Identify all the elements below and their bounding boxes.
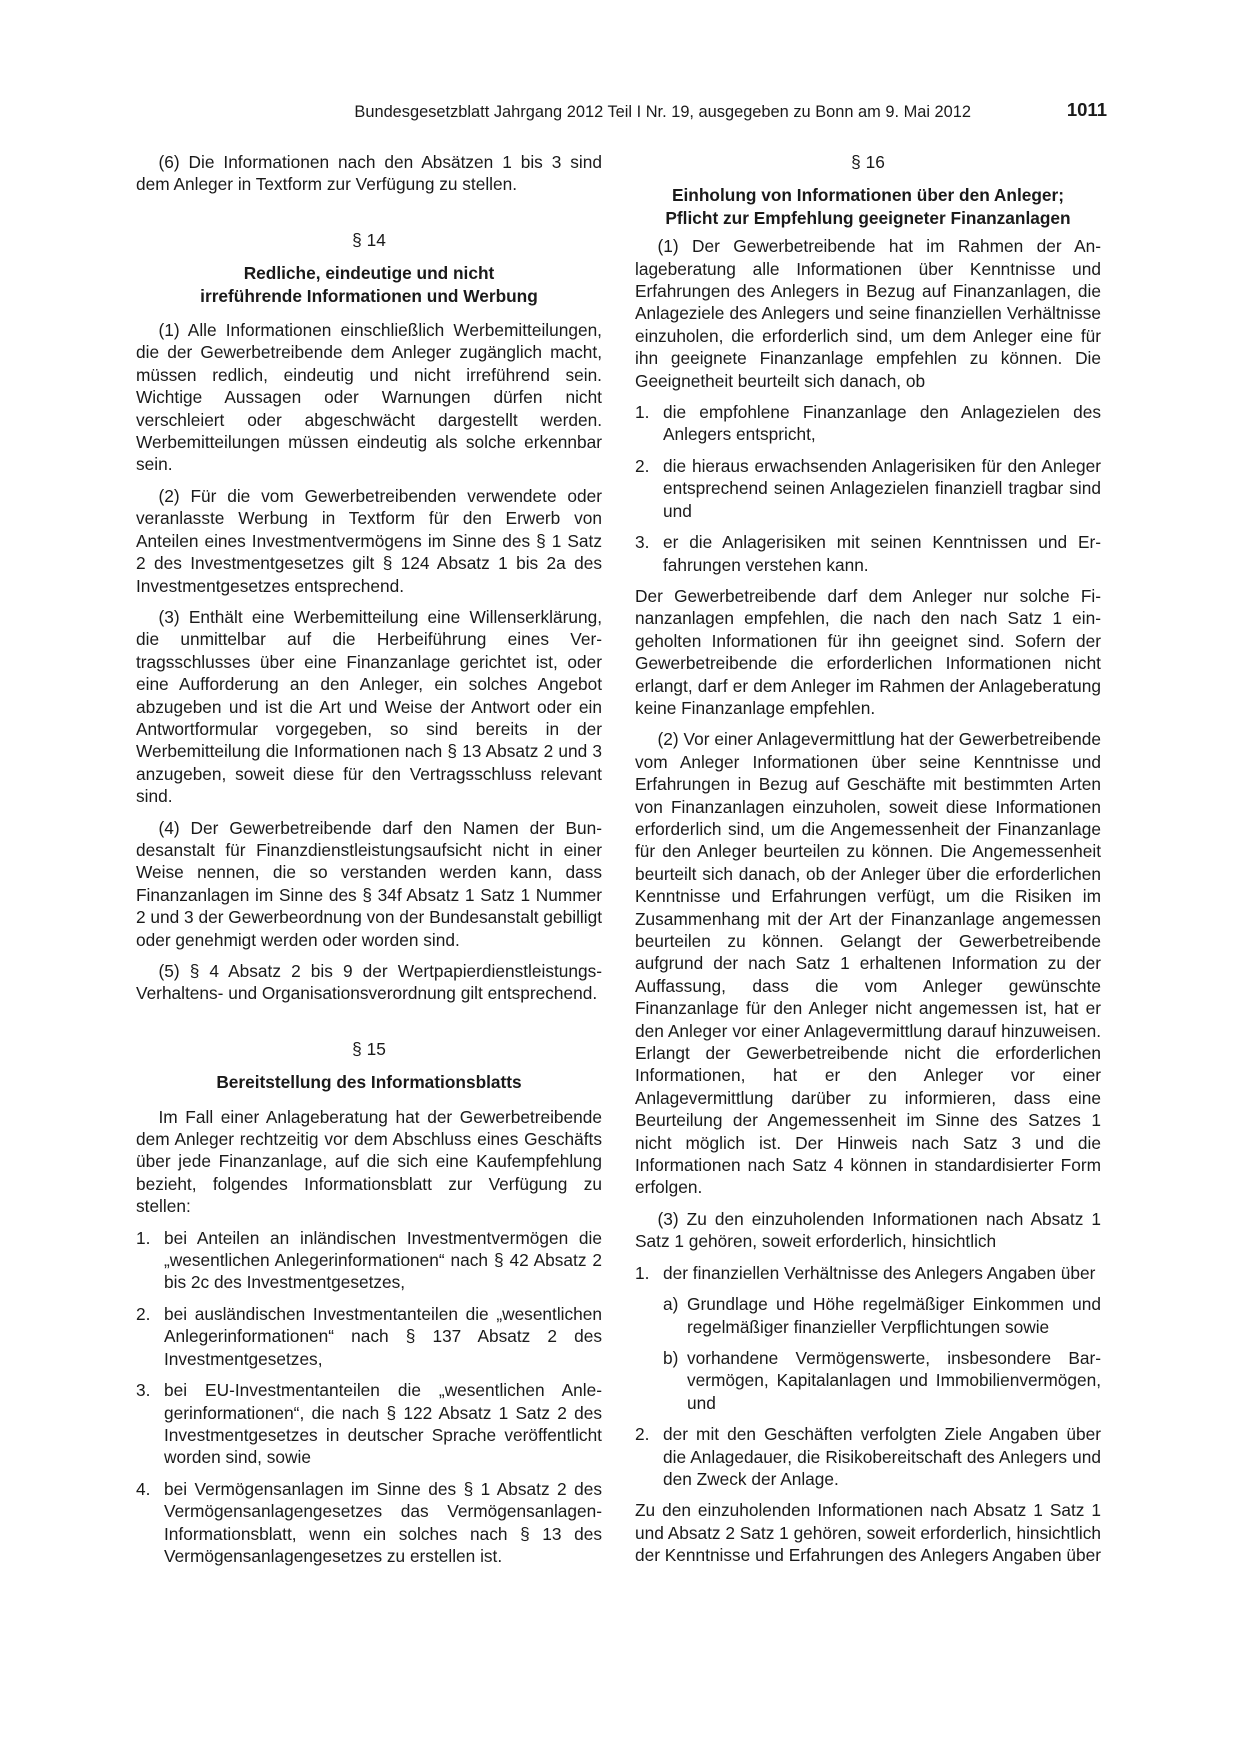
list-item-number: 2. <box>635 455 650 476</box>
list-item-text: die empfohlene Finanzanlage den Anlagezielen des Anlegers entspricht, <box>663 402 1101 445</box>
list-item <box>136 1379 602 1469</box>
sublist-item-text: vorhandene Vermögenswerte, insbesondere Barvermögen, Kapitalanlagen und Immobilienvermögen, und <box>687 1347 1101 1413</box>
left-column <box>136 151 602 1567</box>
list-item-number: 4. <box>136 1478 151 1499</box>
list-item <box>136 1478 602 1568</box>
s16-paragraph-1-tail: Der Gewerbetreibende darf dem Anleger nur solche Finanzanlagen empfehlen, die nach den nach Satz 1 eingeholten Informationen für ihn geeignet sind. Sofern der Gewerbetreibende die erforderlichen Informationen nicht erlangt, darf er dem Anleger im Rahmen der Anlageberatung keine Finanzanlage empfehlen. <box>635 585 1101 718</box>
list-item-text: bei Vermögensanlagen im Sinne des § 1 Absatz 2 des Vermögensanlagengesetzes das Vermögensanlagen-Informationsblatt, wenn ein solches nach § 13 des Vermögensanlagengesetzes zu erstellen ist. <box>164 1478 602 1566</box>
s16-paragraph-2: (2) Vor einer Anlagevermittlung hat der Gewerbetreibende vom Anleger Informationen über seine Kenntnisse und Erfahrungen in Bezug auf Geschäfte mit bestimmten Arten von Finanzanlagen einzuholen, soweit diese Informationen erforderlich sind, um die Angemessenheit der Finanzanlage für den Anleger beurteilen zu können. Die Angemessenheit beurteilt sich danach, ob der Anleger über die erforderlichen Kenntnisse und Erfahrungen verfügt, um die Risiken im Zusammenhang mit der Art der Finanzanlage angemessen beurteilen zu können. Gelangt der Gewerbetreibende aufgrund der nach Satz 1 erhaltenen Information zu der Auffassung, dass die vom Anleger gewünschte Finanzanlage für den Anleger nicht angemessen ist, hat er den Anleger vor einer Anlagevermittlung darauf hinzuweisen. Erlangt der Gewerbetreibende nicht die erforderlichen Informationen, hat er den Anleger vor einer Anlagevermittlung darüber zu informieren, dass eine Beurteilung der Angemessenheit im Sinne des Satzes 1 nicht möglich ist. Der Hinweis nach Satz 3 und die Informationen nach Satz 4 können in standardisierter Form erfolgen. <box>635 729 1101 1198</box>
list-item <box>635 531 1101 576</box>
sublist-item <box>663 1347 1101 1414</box>
running-title: Bundesgesetzblatt Jahrgang 2012 Teil I Nr. 19, ausgegeben zu Bonn am 9. Mai 2012 <box>354 103 971 121</box>
list-item <box>136 1303 602 1370</box>
s15-intro: Im Fall einer Anlageberatung hat der Gewerbetreibende dem Anleger rechtzeitig vor dem Abschluss eines Geschäfts über jede Finanzanlage, auf die sich eine Kaufempfehlung bezieht, folgendes Informationsblatt zur Verfügung zu stellen: <box>136 1106 602 1217</box>
section-14-number: § 14 <box>352 229 386 250</box>
sublist-item-letter: a) <box>663 1294 679 1315</box>
sublist-item-letter: b) <box>663 1347 679 1368</box>
sublist-item <box>663 1293 1101 1338</box>
list-item-text: der mit den Geschäften verfolgten Ziele Angaben über die Anlagedauer, die Risikobereitschaft des Anlegers und den Zweck der Anlage. <box>663 1424 1101 1489</box>
list-item-text: bei ausländischen Investmentanteilen die „wesentlichen Anlegerinformationen“ nach § 137 Absatz 2 des Investmentgesetzes, <box>164 1303 602 1369</box>
list-item <box>635 455 1101 522</box>
section-16-number: § 16 <box>851 152 885 172</box>
list-item-text: der finanziellen Verhältnisse des Anlegers Angaben über <box>663 1262 1096 1283</box>
s14-paragraph-5: (5) § 4 Absatz 2 bis 9 der Wertpapierdienstleistungs-Verhaltens- und Organisationsverordnung gilt entsprechend. <box>136 961 602 1004</box>
list-item-number: 3. <box>635 532 650 553</box>
s16-p3-list <box>635 1262 1101 1491</box>
list-item-number: 3. <box>136 1380 151 1401</box>
list-item <box>635 1423 1101 1490</box>
section-14-title-line2: irreführende Informationen und Werbung <box>200 285 538 306</box>
list-item-number: 1. <box>136 1227 151 1248</box>
paragraph-6: (6) Die Informationen nach den Absätzen 1 bis 3 sind dem Anleger in Textform zur Verfügung zu stellen. <box>136 152 602 195</box>
s16-p3-sublist <box>663 1293 1101 1414</box>
list-item <box>136 1227 602 1294</box>
list-item-text: er die Anlagerisiken mit seinen Kenntnissen und Erfahrungen verstehen kann. <box>663 532 1101 575</box>
sublist-item-text: Grundlage und Höhe regelmäßiger Einkommen und regelmäßiger finanzieller Verpflichtungen sowie <box>687 1294 1101 1337</box>
s14-paragraph-1: (1) Alle Informationen einschließlich Werbemitteilungen, die der Gewerbetreibende dem Anleger zugänglich macht, müssen redlich, eindeutig und nicht irreführend sein. Wichtige Aussagen oder Warnungen dürfen nicht verschleiert oder abgeschwächt dargestellt werden. Werbemitteilungen müssen eindeutig als solche erkennbar sein. <box>136 320 602 475</box>
list-item-number: 2. <box>635 1424 650 1445</box>
section-14-title-line1: Redliche, eindeutige und nicht <box>243 263 495 284</box>
list-item-text: die hieraus erwachsenden Anlagerisiken für den Anleger entsprechend seinen Anlagezielen finanziell tragbar sind und <box>663 455 1101 521</box>
list-item <box>635 401 1101 446</box>
section-15-title: Bereitstellung des Informationsblatts <box>216 1072 522 1093</box>
list-item <box>635 1262 1101 1284</box>
s15-list <box>136 1227 602 1568</box>
section-16-title-line1: Einholung von Informationen über den Anleger; <box>671 185 1065 206</box>
s14-paragraph-3: (3) Enthält eine Werbemitteilung eine Willenserklärung, die unmittelbar auf die Herbeiführung eines Vertragsschlusses über eine Finanzanlage gerichtet ist, oder eine Aufforderung an den Anleger, ein solches Angebot abzugeben und ist die Art und Weise der Antwort oder ein Antwortformular vorgegeben, so sind bereits in der Werbemitteilung die Informationen nach § 13 Absatz 2 und 3 anzugeben, soweit diese für den Vertragsschluss relevant sind. <box>136 606 602 807</box>
list-item-number: 1. <box>635 1262 650 1283</box>
s16-paragraph-3: (3) Zu den einzuholenden Informationen nach Absatz 1 Satz 1 gehören, soweit erforderlich, hinsichtlich <box>635 1208 1101 1252</box>
section-15-number: § 15 <box>352 1038 386 1059</box>
list-item-number: 1. <box>635 402 650 423</box>
s16-paragraph-1: (1) Der Gewerbetreibende hat im Rahmen der Anlageberatung alle Informationen über Kenntnisse und Erfahrungen des Anlegers in Bezug auf Finanzanlagen, die Anlageziele des Anlegers und seine finanziellen Verhältnisse einzuholen, die erforderlich sind, um dem Anleger eine für ihn geeignete Finanzanlage empfehlen zu können. Die Geeignetheit beurteilt sich danach, ob <box>635 236 1101 391</box>
list-item-number: 2. <box>136 1303 151 1324</box>
s14-paragraph-2: (2) Für die vom Gewerbetreibenden verwendete oder veranlasste Werbung in Textform für den Erwerb von Anteilen eines Investmentvermögens im Sinne des § 1 Satz 2 des Investmentgesetzes gilt § 124 Absatz 1 bis 2a des Investmentgesetzes entsprechend. <box>136 485 602 596</box>
s14-paragraph-4: (4) Der Gewerbetreibende darf den Namen der Bundesanstalt für Finanzdienstleistungsaufsicht nicht in einer Weise nennen, die so verstanden werden kann, dass Finanzanlagen im Sinne des § 34f Absatz 1 Satz 1 Nummer 2 und 3 der Gewerbeordnung von der Bundesanstalt gebilligt oder genehmigt werden oder worden sind. <box>136 817 602 950</box>
list-item-text: bei EU-Investmentanteilen die „wesentlichen Anlegerinformationen“, die nach § 122 Absatz 1 Satz 2 des Investmentgesetzes in deutscher Sprache veröffentlicht worden sind, sowie <box>164 1380 602 1468</box>
section-16-title-line2: Pflicht zur Empfehlung geeigneter Finanzanlagen <box>665 207 1071 228</box>
s16-p1-list <box>635 401 1101 576</box>
page-header <box>0 99 1241 125</box>
list-item-text: bei Anteilen an inländischen Investmentvermögen die „wesentlichen Anlegerinformationen“ nach § 42 Absatz 2 bis 2c des Investmentgesetzes, <box>164 1227 602 1293</box>
page-number: 1011 <box>1066 99 1107 120</box>
right-column <box>635 151 1101 1567</box>
s16-paragraph-3-tail: Zu den einzuholenden Informationen nach Absatz 1 Satz 1 und Absatz 2 Satz 1 gehören, soweit erforderlich, hinsichtlich der Kenntnisse und Erfahrungen des Anlegers Angaben über <box>635 1500 1101 1566</box>
